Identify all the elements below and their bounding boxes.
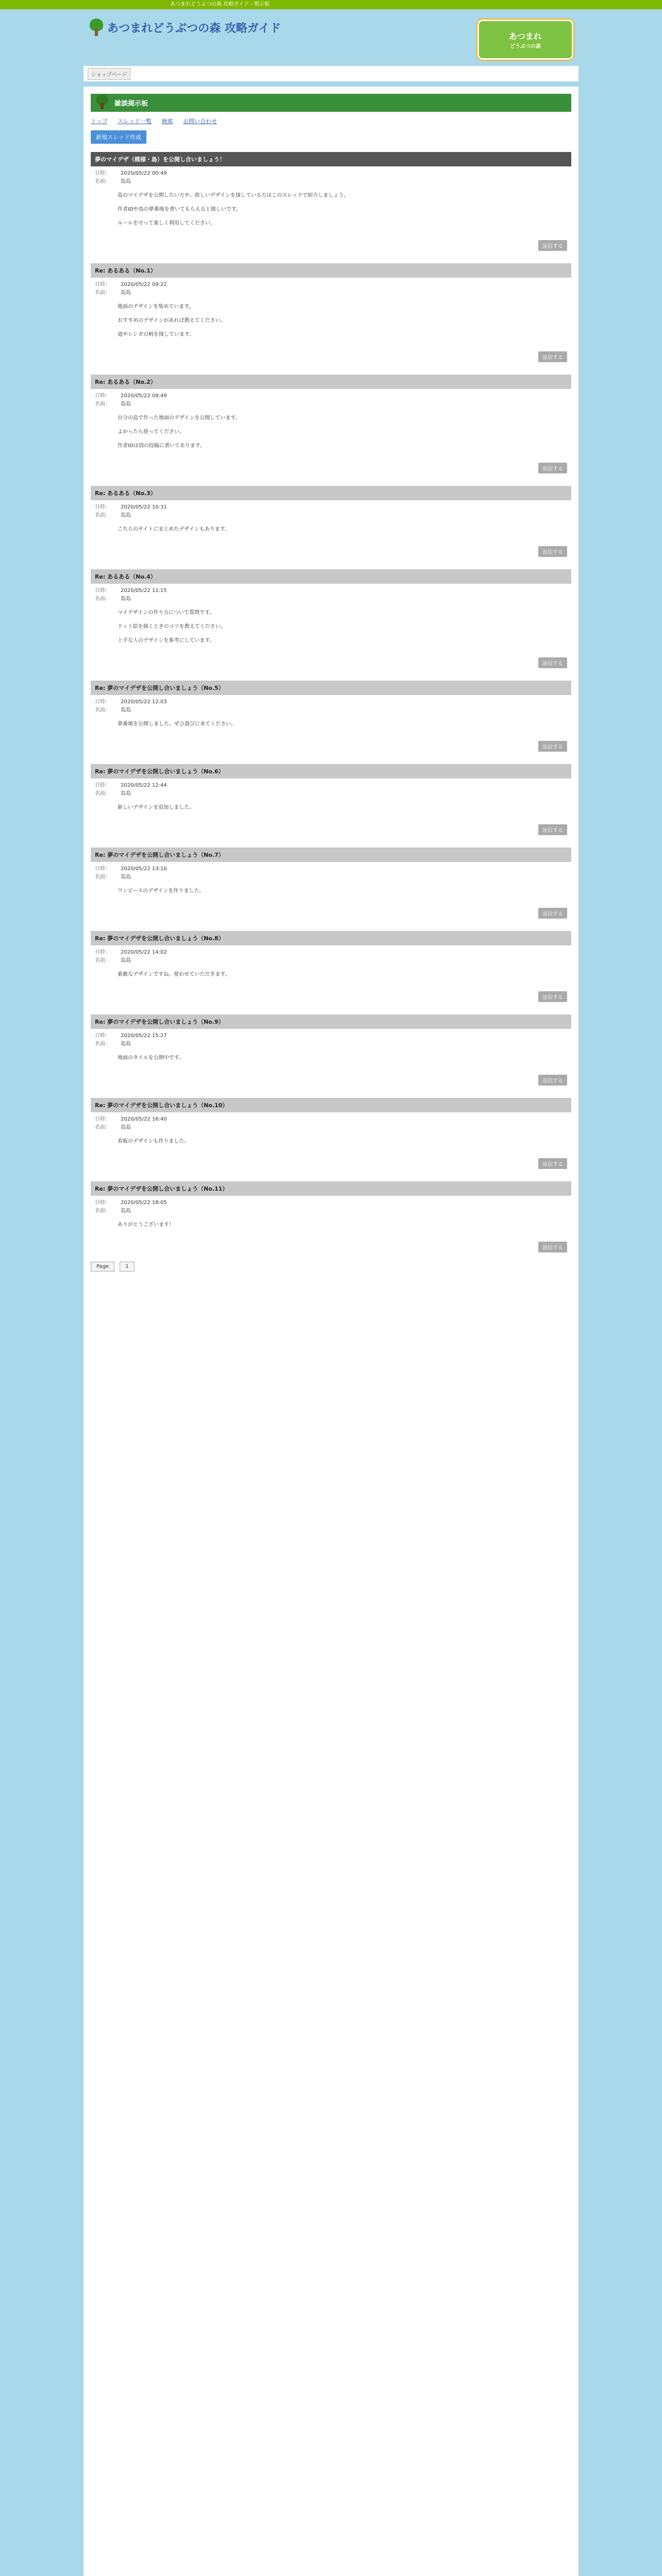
post-author: 島島 — [121, 290, 131, 296]
post-body — [91, 968, 571, 989]
post-meta: 日時： 2020/05/22 13:10 名前： 島島 — [95, 866, 167, 880]
game-badge[interactable] — [477, 20, 573, 60]
top-bar — [0, 0, 662, 9]
post-meta: 日時： 2020/05/22 12:03 名前： 島島 — [95, 699, 167, 713]
nav-list-link[interactable]: スレッド一覧 — [118, 118, 152, 125]
post-line: 地面のデザインを集めています。 — [118, 304, 194, 310]
post-author: 島島 — [121, 513, 131, 518]
post-line: 新しいデザインを追加しました。 — [118, 805, 195, 810]
post-author: 島島 — [121, 1041, 131, 1047]
post-item — [91, 152, 571, 255]
post-meta: 日時： 2020/05/22 14:02 名前： 島島 — [95, 950, 167, 963]
post-meta: 日時： 2020/05/22 15:27 名前： 島島 — [95, 1033, 167, 1047]
post-body — [91, 1052, 571, 1073]
post-item — [91, 681, 571, 756]
post-line: 地面のタイルを公開中です。 — [118, 1055, 184, 1061]
post-title[interactable]: Re: 夢のマイデザを公開し合いましょう（No.11） — [91, 1181, 571, 1196]
post-item — [91, 1181, 571, 1257]
post-title[interactable]: Re: あるある（No.2） — [91, 375, 571, 389]
main-container — [84, 87, 578, 2576]
tree-icon — [89, 19, 104, 36]
post-title[interactable]: Re: あるある（No.1） — [91, 263, 571, 278]
shop-link[interactable]: ショップページ — [88, 68, 130, 80]
post-date: 2020/05/22 12:44 — [121, 783, 167, 788]
reply-button[interactable]: 返信する — [538, 1242, 567, 1252]
post-body — [91, 1135, 571, 1156]
post-meta: 日時： 2020/05/22 09:22 名前： 島島 — [95, 282, 167, 296]
post-item — [91, 1098, 571, 1173]
post-body — [91, 606, 571, 655]
post-line: 自分の島で作った地面のデザインを公開しています。 — [118, 415, 241, 421]
post-date: 2020/05/22 12:03 — [121, 699, 167, 705]
post-body — [91, 523, 571, 544]
post-line: ルールを守って楽しく利用してください。 — [118, 221, 216, 226]
post-line: 作者IDや島の夢番地を書いてもらえると嬉しいです。 — [118, 207, 241, 212]
reply-button[interactable]: 返信する — [538, 1158, 567, 1169]
post-title[interactable]: Re: 夢のマイデザを公開し合いましょう（No.6） — [91, 764, 571, 778]
post-body — [91, 801, 571, 822]
post-title[interactable]: Re: 夢のマイデザを公開し合いましょう（No.10） — [91, 1098, 571, 1112]
reply-button[interactable]: 返信する — [538, 908, 567, 919]
post-body — [91, 718, 571, 739]
reply-button[interactable]: 返信する — [538, 240, 567, 251]
post-body — [91, 412, 571, 461]
post-line: よかったら使ってください。 — [118, 429, 185, 435]
post-line: 素敵なデザインですね。使わせていただきます。 — [118, 972, 230, 977]
nav-top-link[interactable]: トップ — [91, 118, 108, 125]
post-date: 2020/05/22 15:27 — [121, 1033, 167, 1039]
board-nav — [91, 112, 571, 130]
site-title: あつまれどうぶつの森 攻略ガイド — [107, 22, 282, 35]
post-meta: 日時： 2020/05/22 16:40 名前： 島島 — [95, 1116, 167, 1130]
post-meta: 日時： 2020/05/22 18:05 名前： 島島 — [95, 1200, 167, 1214]
pager-label: Page — [91, 1262, 114, 1272]
post-meta: 日時： 2020/05/22 12:44 名前： 島島 — [95, 783, 167, 796]
post-meta: 日時： 2020/05/22 11:15 名前： 島島 — [95, 588, 167, 602]
reply-button[interactable]: 返信する — [538, 463, 567, 473]
site-logo[interactable] — [89, 19, 281, 36]
post-author: 島島 — [121, 401, 131, 407]
post-title[interactable]: Re: あるある（No.4） — [91, 569, 571, 584]
post-title[interactable]: Re: 夢のマイデザを公開し合いましょう（No.5） — [91, 681, 571, 695]
badge-main: あつまれ — [508, 31, 542, 41]
post-author: 島島 — [121, 1125, 131, 1130]
nav-search-link[interactable]: 検索 — [161, 118, 173, 125]
post-author: 島島 — [121, 874, 131, 880]
post-body — [91, 189, 571, 238]
post-body — [91, 885, 571, 906]
post-item — [91, 764, 571, 839]
post-date: 2020/05/22 10:31 — [121, 504, 167, 510]
tree-icon — [96, 95, 109, 110]
post-date: 2020/05/22 09:49 — [121, 393, 167, 399]
post-title[interactable]: Re: 夢のマイデザを公開し合いましょう（No.9） — [91, 1014, 571, 1029]
post-author: 島島 — [121, 791, 131, 796]
post-item — [91, 569, 571, 672]
sub-nav — [84, 66, 578, 81]
post-date: 2020/05/22 18:05 — [121, 1200, 167, 1206]
post-title[interactable]: Re: 夢のマイデザを公開し合いましょう（No.7） — [91, 848, 571, 862]
badge-sub: どうぶつの森 — [510, 44, 541, 49]
post-title[interactable]: Re: 夢のマイデザを公開し合いましょう（No.8） — [91, 931, 571, 945]
post-author: 島島 — [121, 958, 131, 963]
reply-button[interactable]: 返信する — [538, 991, 567, 1002]
post-item — [91, 848, 571, 923]
post-item — [91, 931, 571, 1006]
post-author: 島島 — [121, 596, 131, 602]
post-line: 看板のデザインも作りました。 — [118, 1139, 190, 1144]
post-body — [91, 300, 571, 349]
new-thread-button[interactable]: 新規スレッド作成 — [91, 130, 146, 144]
post-item — [91, 1014, 571, 1090]
post-item — [91, 263, 571, 366]
post-line: こちらのサイトにまとめたデザインもあります。 — [118, 527, 230, 532]
post-meta: 日時： 2020/05/22 10:31 名前： 島島 — [95, 504, 167, 518]
post-line: 道やレンガの柄を探しています。 — [118, 332, 194, 337]
post-line: マイデザインの作り方について質問です。 — [118, 610, 215, 616]
post-line: 上手な人のデザインを参考にしています。 — [118, 638, 215, 643]
site-header — [84, 9, 578, 66]
reply-button[interactable]: 返信する — [538, 546, 567, 557]
pager-current[interactable]: 1 — [120, 1262, 134, 1272]
post-date: 2020/05/22 13:10 — [121, 866, 167, 872]
post-date: 2020/05/22 11:15 — [121, 588, 167, 594]
post-line: 島のマイデザを公開したい方や、欲しいデザインを探している方はこのスレッドで紹介しましょう。 — [118, 193, 349, 198]
post-line: 夢番地を公開しました。ぜひ遊びに来てください。 — [118, 721, 236, 727]
post-title[interactable]: 夢のマイデザ（模様・島）を公開し合いましょう！ — [91, 152, 571, 166]
post-title[interactable]: Re: あるある（No.3） — [91, 486, 571, 500]
post-line: 作者IDは別の投稿に書いてあります。 — [118, 443, 205, 449]
reply-button[interactable]: 返信する — [538, 351, 567, 362]
reply-button[interactable]: 返信する — [538, 657, 567, 668]
post-date: 2020/05/22 16:40 — [121, 1116, 167, 1122]
post-item — [91, 375, 571, 478]
post-line: おすすめのデザインがあれば教えてください。 — [118, 318, 226, 324]
post-date: 2020/05/22 09:22 — [121, 282, 167, 287]
reply-button[interactable]: 返信する — [538, 824, 567, 835]
post-author: 島島 — [121, 707, 131, 713]
reply-button[interactable]: 返信する — [538, 1075, 567, 1086]
reply-button[interactable]: 返信する — [538, 741, 567, 752]
board-header — [91, 94, 571, 112]
board-title: 雑談掲示板 — [114, 100, 148, 108]
post-body — [91, 1218, 571, 1240]
post-line: ありがとうございます！ — [118, 1222, 174, 1228]
pager — [91, 1262, 571, 1272]
nav-help-link[interactable]: お問い合わせ — [183, 118, 218, 125]
top-bar-text: あつまれどうぶつの森 攻略ガイド - 掲示板 — [170, 2, 270, 7]
post-line: ワンピースのデザインを作りました。 — [118, 888, 205, 894]
post-date: 2020/05/22 14:02 — [121, 950, 167, 955]
post-date: 2020/05/22 00:49 — [121, 171, 167, 176]
post-line: ドット絵を描くときのコツを教えてください。 — [118, 624, 226, 630]
post-meta: 日時： 2020/05/22 00:49 名前： 島島 — [95, 171, 167, 184]
post-author: 島島 — [121, 1208, 131, 1214]
post-meta: 日時： 2020/05/22 09:49 名前： 島島 — [95, 393, 167, 407]
post-author: 島島 — [121, 179, 131, 184]
post-item — [91, 486, 571, 561]
